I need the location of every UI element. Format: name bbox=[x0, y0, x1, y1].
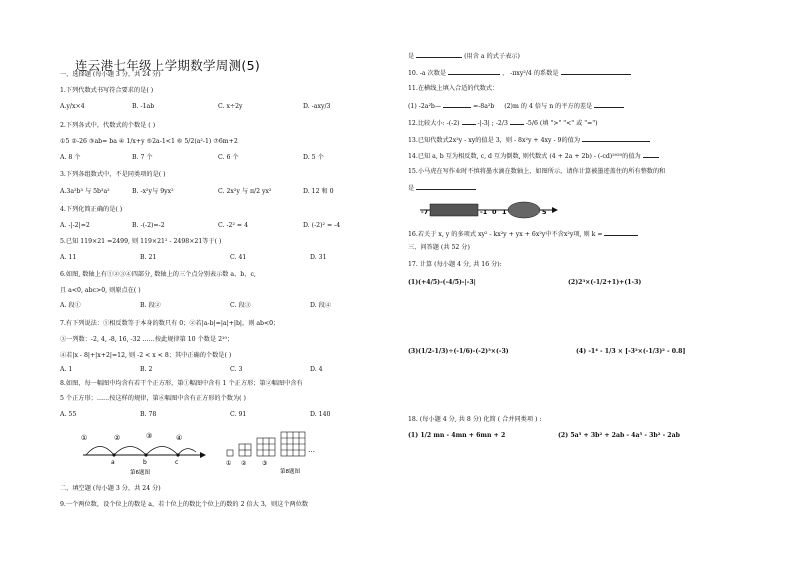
option-a: A. 11 bbox=[60, 254, 77, 261]
question-2: 2.下列各式中，代数式的个数是 ( ) bbox=[60, 122, 156, 129]
answer-blank bbox=[643, 151, 659, 158]
option-b: B. 78 bbox=[140, 411, 157, 418]
text: 13.已知代数式2x²y - xy的值是 3，则 - 8x²y + 4xy - 9的值为 bbox=[408, 137, 581, 144]
option-b: B. 段② bbox=[140, 302, 161, 309]
answer-blank bbox=[582, 135, 650, 142]
answer-blank bbox=[462, 118, 476, 125]
option-d: D. -axy/3 bbox=[303, 103, 331, 110]
page-title: 连云港七年级上学期数学周测(5) bbox=[75, 58, 261, 73]
ellipsis: … bbox=[308, 446, 315, 454]
answer-blank bbox=[594, 101, 624, 108]
question-9-end bbox=[408, 51, 520, 61]
option-a: A. 55 bbox=[60, 411, 77, 418]
option-c: C. 2x²y 与 π/2 yx² bbox=[218, 188, 272, 195]
text: -5/6 (填 ">" "<" 或 "=") bbox=[525, 120, 598, 127]
question-8: 8.如图，每一幅图中均含有若干个正方形，第①幅图中含有 1 个正方形；第②幅图中含有 bbox=[60, 380, 303, 387]
question-14 bbox=[408, 151, 659, 161]
question-17-2: (2)2³×(-1/2+1)+(1-3) bbox=[568, 279, 642, 286]
question-17-1: (1)(+4/5)-(-4/5)-|-3| bbox=[408, 279, 476, 286]
option-d: D. 12 和 0 bbox=[303, 188, 334, 195]
text: 16.若关于 x, y 的多项式 xy² - kx²y + yx + 6x²y中不含x²y项, 则 k = bbox=[408, 231, 603, 238]
region-label: ① bbox=[81, 434, 88, 442]
ink-blot-right bbox=[508, 202, 540, 218]
question-3: 3.下列各组数式中，不是同类项的是( ) bbox=[60, 171, 166, 178]
point-label: b bbox=[143, 459, 147, 466]
point-label: c bbox=[175, 459, 179, 466]
question-4: 4.下列化简正确的是( ) bbox=[60, 206, 123, 213]
option-c: C. 41 bbox=[230, 254, 247, 261]
text: 是 bbox=[408, 53, 415, 60]
answer-blank bbox=[416, 183, 476, 190]
region-label: ② bbox=[114, 434, 121, 442]
figure-caption: 第8题图 bbox=[280, 469, 300, 475]
section-heading: 三、问答题 (共 52 分) bbox=[408, 244, 470, 251]
option-b: B. -(-2)=-2 bbox=[132, 222, 165, 229]
text: (2)m 的 4 倍与 n 的平方的差是 bbox=[504, 103, 593, 110]
question-17-3: (3)(1/2-1/3)÷(-1/6)-(-2)³×(-3) bbox=[408, 348, 509, 355]
option-d: D. 4 bbox=[310, 366, 323, 373]
text: =-8a²b bbox=[473, 103, 495, 110]
figure-8-squares bbox=[225, 428, 320, 476]
option-c: C. 91 bbox=[230, 411, 247, 418]
section-heading: 二、填空题 (每小题 3 分，共 24 分) bbox=[60, 485, 161, 492]
figure-6-number-line bbox=[78, 428, 208, 476]
option-a: A.3a²b³ 与 5b³a² bbox=[60, 188, 110, 195]
text: (1) -2a²b— bbox=[408, 103, 442, 110]
ink-blot-left bbox=[430, 204, 478, 216]
option-c: C. -2² = 4 bbox=[218, 222, 249, 229]
option-b: B. 21 bbox=[140, 254, 157, 261]
question-2-items: ①5 ②-26 ③ab= ba ④ 1/x+y ⑤2a-1<1 ⑥ 5/2(a²-1) ⑦6m+2 bbox=[60, 138, 238, 145]
option-b: B. -1ab bbox=[132, 103, 155, 110]
question-15-cont bbox=[408, 183, 476, 193]
text: 12.比较大小: -(-2) bbox=[408, 120, 460, 127]
tick-label: -1 bbox=[480, 208, 488, 216]
question-11: 11.在横线上填入合适的代数式： bbox=[408, 85, 499, 92]
answer-blank bbox=[561, 68, 631, 75]
option-a: A.y/x×4 bbox=[60, 103, 85, 110]
option-d: D. 140 bbox=[310, 411, 331, 418]
answer-blank bbox=[510, 118, 524, 125]
question-12 bbox=[408, 118, 598, 128]
option-c: C. 6 个 bbox=[218, 154, 239, 161]
question-17: 17. 计算 (每小题 4 分, 共 16 分): bbox=[408, 261, 502, 268]
answer-blank bbox=[443, 101, 471, 108]
option-c: C. 段③ bbox=[230, 302, 251, 309]
question-7-cont: ③一列数：-2, 4, -8, 16, -32 ……按此规律第 10 个数是 2¹⁰； bbox=[60, 336, 234, 343]
question-18: 18. (每小题 4 分, 共 8 分) 化简 ( 合并同类项 ) : bbox=[408, 416, 542, 423]
question-16 bbox=[408, 229, 638, 239]
text: 10. -a 次数是 bbox=[408, 70, 447, 77]
region-label: ④ bbox=[176, 434, 183, 442]
option-a: A. 段① bbox=[60, 302, 81, 309]
question-6-cont: 且 a<0, abc>0, 则原点在( ) bbox=[60, 287, 141, 294]
question-7-cont: ④若|x - 8|+|x+2|=12, 则 -2 < x < 8；其中正确的个数是( ) bbox=[60, 352, 232, 359]
question-13 bbox=[408, 135, 650, 145]
option-b: B. 7 个 bbox=[132, 154, 153, 161]
tick-label: 5 bbox=[542, 208, 547, 216]
question-11-parts bbox=[408, 101, 624, 111]
figure-index: ② bbox=[241, 460, 247, 467]
figure-15-number-line bbox=[418, 194, 558, 222]
figure-caption: 第6题图 bbox=[130, 470, 150, 476]
point-label: a bbox=[111, 459, 115, 466]
question-7: 7.有下列说法：①相反数等于本身的数只有 0；②若|a-b|=|a|+|b|，则 ab<0； bbox=[60, 320, 280, 327]
option-a: A. 8 个 bbox=[60, 154, 81, 161]
option-c: C. x÷2y bbox=[218, 103, 243, 110]
text: ， -πxy²/4 的系数是 bbox=[502, 70, 559, 77]
option-d: D. 段④ bbox=[310, 302, 332, 309]
answer-blank bbox=[448, 68, 500, 75]
text: 是 bbox=[408, 185, 415, 192]
text: 14.已知 a, b 互为相反数, c, d 互为倒数, 则代数式 (4 + 2a + 2b) - (-cd)²⁰²⁰的值为 bbox=[408, 153, 641, 160]
question-15: 15.小马虎在写作业时不慎将墨水滴在数轴上，如图所示，请你计算被墨迹盖住的所有整数的和 bbox=[408, 168, 666, 175]
text: (用含 a 的式子表示) bbox=[464, 53, 520, 60]
question-18-2: (2) 5a⁵ + 3b² + 2ab - 4a⁵ - 3b² - 2ab bbox=[558, 432, 680, 439]
option-b: B. 2 bbox=[140, 366, 153, 373]
question-17-4: (4) -1⁴ - 1/3 × [-3²×(-1/3)² - 0.8] bbox=[576, 348, 686, 355]
figure-index: ③ bbox=[262, 460, 268, 467]
region-label: ③ bbox=[146, 432, 153, 440]
tick-label: 1 bbox=[502, 208, 507, 216]
question-10 bbox=[408, 68, 631, 78]
answer-blank bbox=[416, 51, 462, 58]
option-c: C. 3 bbox=[230, 366, 243, 373]
option-a: A. -|-2|=2 bbox=[60, 222, 90, 229]
tick-label: 0 bbox=[492, 208, 497, 216]
option-a: A. 1 bbox=[60, 366, 73, 373]
section-heading: 一、选择题 (每小题 3 分，共 24 分) bbox=[60, 71, 161, 78]
text: -|-3| ; -2/3 bbox=[477, 120, 508, 127]
tick-label: -7 bbox=[421, 208, 429, 216]
question-1: 1.下列代数式书写符合要求的是( ) bbox=[60, 87, 154, 94]
question-5: 5.已知 119×21 =2499, 则 119×21² - 2498×21等于( ) bbox=[60, 238, 222, 245]
question-6: 6.如图, 数轴上有①②③④四部分, 数轴上的三个点分别表示数 a、b、c, bbox=[60, 271, 256, 278]
figure-index: ① bbox=[226, 460, 232, 467]
option-d: D. (-2)² = -4 bbox=[303, 222, 341, 229]
option-d: D. 31 bbox=[310, 254, 327, 261]
answer-blank bbox=[604, 229, 638, 236]
question-18-1: (1) 1/2 mn - 4mn + 6mn + 2 bbox=[408, 432, 506, 439]
option-d: D. 5 个 bbox=[303, 154, 324, 161]
question-8-cont: 5 个正方形；……按这样的规律，第⑥幅图中含有正方形的个数为( ) bbox=[60, 395, 246, 402]
question-9: 9.一个两位数，设个位上的数是 a，若十位上的数比个位上的数的 2 倍大 3，则这个两位数 bbox=[60, 501, 309, 508]
option-b: B. -x²y与 9yx² bbox=[132, 188, 174, 195]
